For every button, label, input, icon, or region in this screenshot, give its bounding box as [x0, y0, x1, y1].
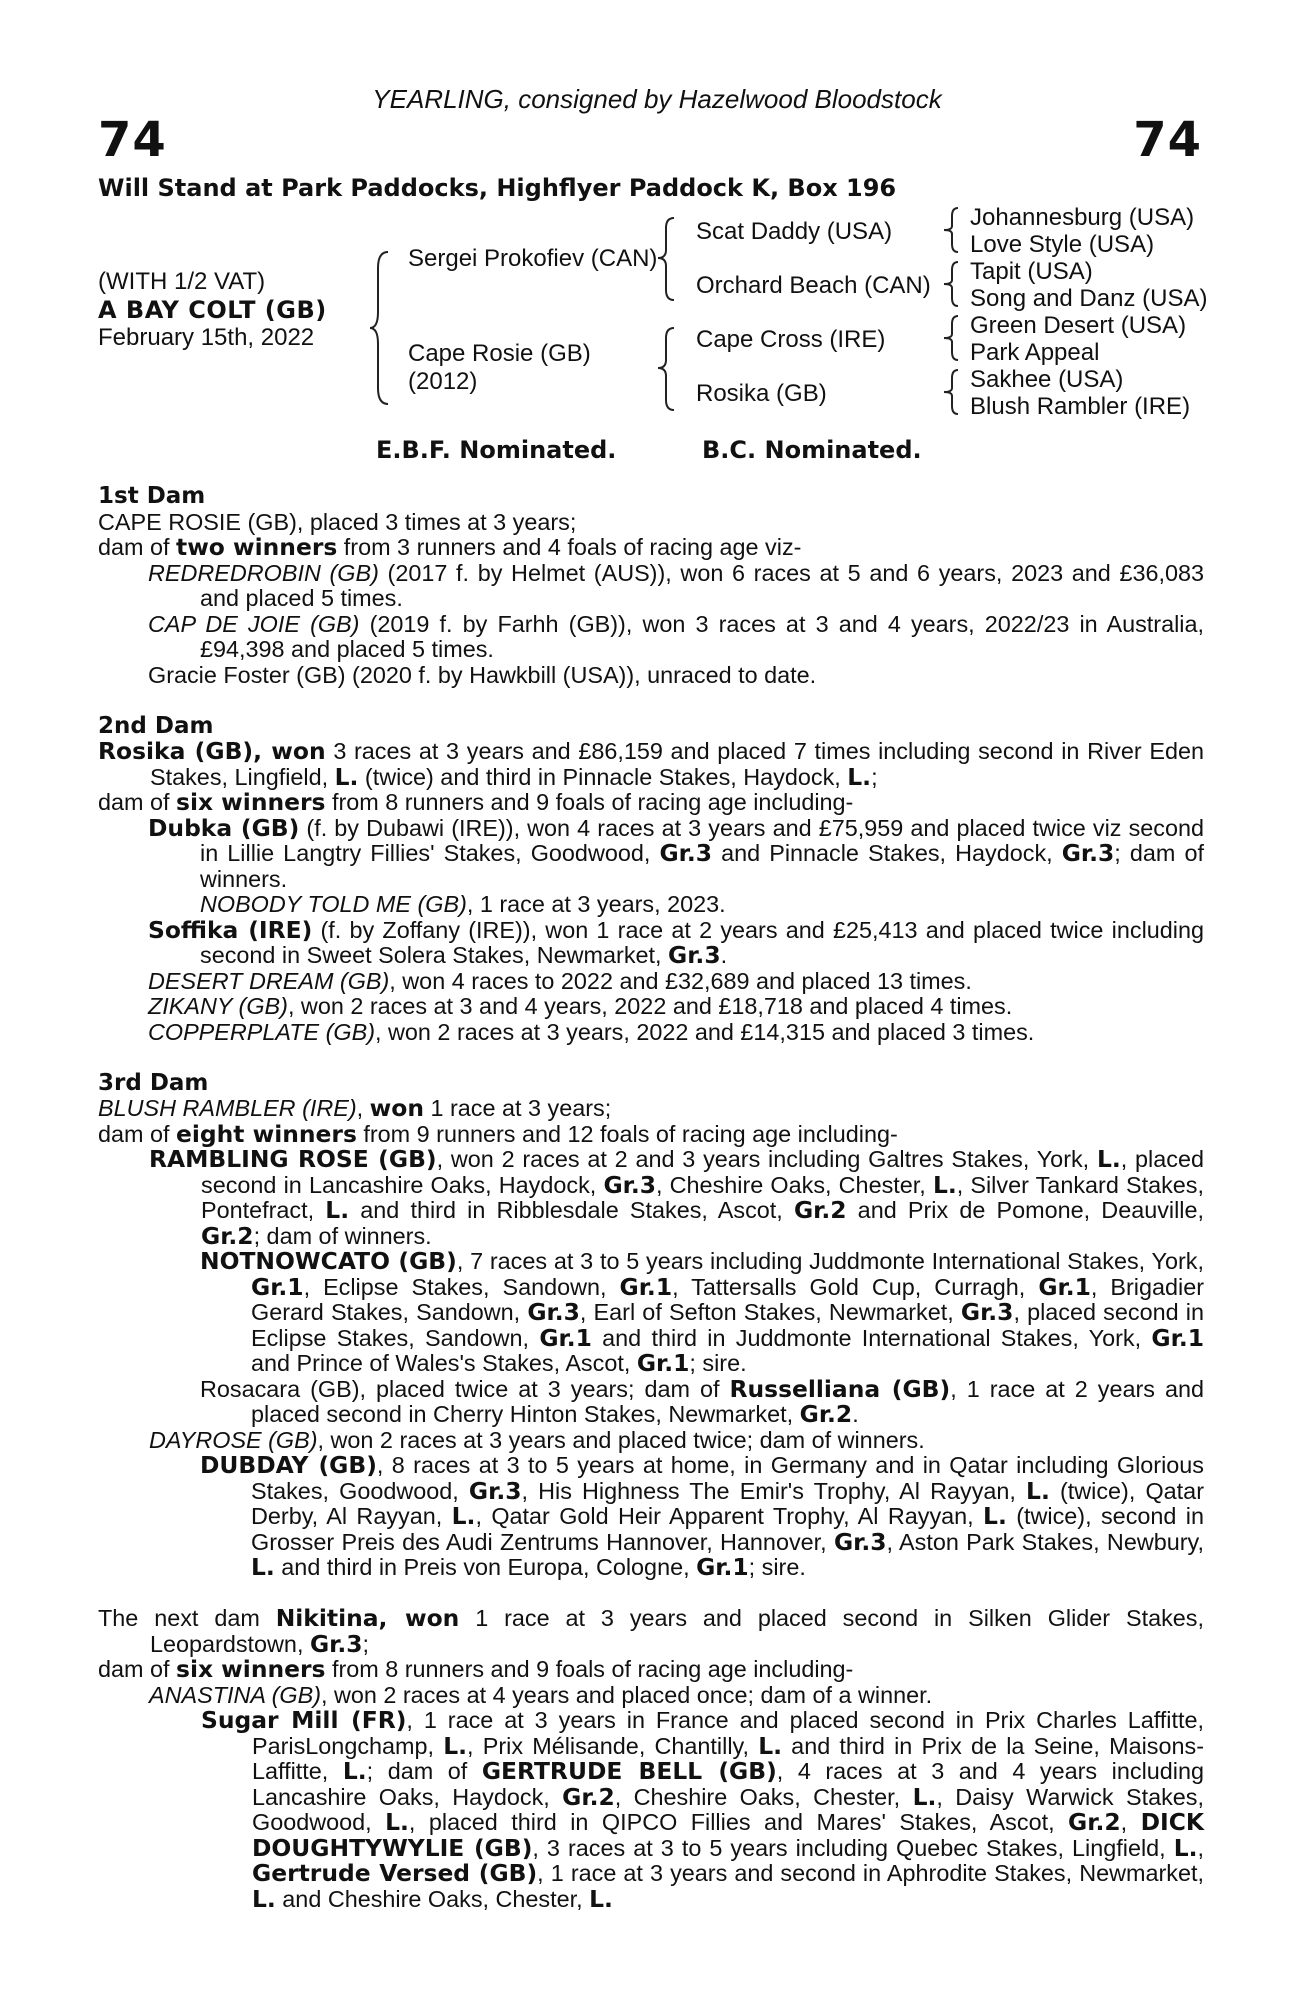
lot-number-left: 74: [98, 112, 167, 168]
g3-ancestor: Park Appeal: [970, 339, 1100, 366]
family-details: [98, 484, 1204, 1912]
second-dam-record: Rosika (GB), won 3 races at 3 years and £86,159 and placed 7 times including second in River Eden Stakes, Lingfield, L. (twice) and third in Pinnacle Stakes, Haydock, L.;: [98, 737, 1204, 791]
sire-sire: Scat Daddy (USA): [696, 218, 893, 245]
g3-ancestor: Blush Rambler (IRE): [970, 393, 1191, 420]
sire-dam: Orchard Beach (CAN): [696, 272, 931, 299]
pedigree-brace-dam: [656, 324, 678, 414]
lot-number-right: 74: [1133, 112, 1202, 168]
dam-dam: Rosika (GB): [696, 380, 827, 407]
produce-entry: NOBODY TOLD ME (GB), 1 race at 3 years, 2023.: [200, 891, 726, 917]
produce-entry: DAYROSE (GB), won 2 races at 3 years and placed twice; dam of winners.: [149, 1426, 925, 1453]
pedigree-brace-g3-3: [942, 312, 962, 364]
dam-year: (2012): [408, 368, 478, 395]
lot-name: A BAY COLT (GB): [98, 296, 327, 324]
dam-sire: Cape Cross (IRE): [696, 326, 886, 353]
pedigree-brace-g3-4: [942, 366, 962, 418]
produce-entry: COPPERPLATE (GB), won 2 races at 3 years, 2022 and £14,315 and placed 3 times.: [148, 1018, 1035, 1045]
first-dam-produce-summary: dam of two winners from 3 runners and 4 foals of racing age viz-: [98, 533, 802, 561]
catalogue-header: YEARLING, consigned by Hazelwood Bloodstock: [372, 84, 942, 114]
first-dam-heading: 1st Dam: [98, 483, 206, 509]
pedigree-brace-gen1: [368, 248, 392, 408]
pedigree-brace-g3-2: [942, 258, 962, 310]
produce-entry: Soffika (IRE) (f. by Zoffany (IRE)), won 1 race at 2 years and £25,413 and placed twice including second in Sweet Solera Stakes, Newmarket, Gr.3.: [148, 915, 1204, 969]
g3-ancestor: Sakhee (USA): [970, 366, 1124, 393]
g3-ancestor: Song and Danz (USA): [970, 285, 1208, 312]
produce-entry: DUBDAY (GB), 8 races at 3 to 5 years at home, in Germany and in Qatar including Glorious Stakes, Goodwood, Gr.3, His Highness The Emir's Trophy, Al Rayyan, L. (twice), Qatar Derby, Al Rayyan, L., Qatar Gold Heir Apparent Trophy, Al Rayyan, L. (twice), second in Grosser Preis des Audi Zentrums Hannover, Hannover, Gr.3, Aston Park Stakes, Newbury, L. and third in Preis von Europa, Cologne, Gr.1; sire.: [200, 1451, 1205, 1581]
produce-entry: Dubka (GB) (f. by Dubawi (IRE)), won 4 races at 3 years and £75,959 and placed twice viz second in Lillie Langtry Fillies' Stakes, Goodwood, Gr.3 and Pinnacle Stakes, Haydock, Gr.3; dam of winners.: [148, 813, 1205, 892]
first-dam-record: CAPE ROSIE (GB), placed 3 times at 3 years;: [98, 508, 577, 535]
produce-entry: RAMBLING ROSE (GB), won 2 races at 2 and 3 years including Galtres Stakes, York, L., placed second in Lancashire Oaks, Haydock, Gr.3, Cheshire Oaks, Chester, L., Silver Tankard Stakes, Pontefract, L. and third in Ribblesdale Stakes, Ascot, Gr.2 and Prix de Pomone, Deauville, Gr.2; dam of winners.: [149, 1145, 1205, 1250]
ebf-nominated: E.B.F. Nominated.: [376, 436, 617, 464]
produce-entry: Gracie Foster (GB) (2020 f. by Hawkbill (USA)), unraced to date.: [148, 661, 817, 688]
g3-ancestor: Tapit (USA): [970, 258, 1093, 285]
stand-location: Will Stand at Park Paddocks, Highflyer Paddock K, Box 196: [98, 174, 897, 202]
vat-note: (WITH 1/2 VAT): [98, 268, 266, 295]
foaling-date: February 15th, 2022: [98, 324, 315, 351]
next-dam-record: The next dam Nikitina, won 1 race at 3 years and placed second in Silken Glider Stakes, Leopardstown, Gr.3;: [98, 1604, 1204, 1658]
produce-entry: Sugar Mill (FR), 1 race at 3 years in France and placed second in Prix Charles Laffitte, ParisLongchamp, L., Prix Mélisande, Chantilly, L. and third in Prix de la Seine, Maisons-Laffitte, L.; dam of GERTRUDE BELL (GB), 4 races at 3 and 4 years including Lancashire Oaks, Haydock, Gr.2, Cheshire Oaks, Chester, L., Daisy Warwick Stakes, Goodwood, L., placed third in QIPCO Fillies and Mares' Stakes, Ascot, Gr.2, DICK DOUGHTYWYLIE (GB), 3 races at 3 to 5 years including Quebec Stakes, Lingfield, L., Gertrude Versed (GB), 1 race at 3 years and second in Aphrodite Stakes, Newmarket, L. and Cheshire Oaks, Chester, L.: [201, 1706, 1205, 1913]
g3-ancestor: Johannesburg (USA): [970, 204, 1195, 231]
bc-nominated: B.C. Nominated.: [702, 436, 922, 464]
third-dam-produce-summary: dam of eight winners from 9 runners and 12 foals of racing age including-: [98, 1119, 898, 1148]
next-dam-produce-summary: dam of six winners from 8 runners and 9 foals of racing age including-: [98, 1655, 854, 1683]
g3-ancestor: Green Desert (USA): [970, 312, 1187, 339]
produce-entry: DESERT DREAM (GB), won 4 races to 2022 and £32,689 and placed 13 times.: [148, 967, 972, 994]
produce-entry: NOTNOWCATO (GB), 7 races at 3 to 5 years including Juddmonte International Stakes, York, Gr.1, Eclipse Stakes, Sandown, Gr.1, Tattersalls Gold Cup, Curragh, Gr.1, Brigadier Gerard Stakes, Sandown, Gr.3, Earl of Sefton Stakes, Newmarket, Gr.3, placed second in Eclipse Stakes, Sandown, Gr.1 and third in Juddmonte International Stakes, York, Gr.1 and Prince of Wales's Stakes, Ascot, Gr.1; sire.: [200, 1247, 1204, 1377]
produce-entry: REDREDROBIN (GB) (2017 f. by Helmet (AUS)), won 6 races at 5 and 6 years, 2023 and £36,083 and placed 5 times.: [148, 559, 1204, 611]
second-dam-produce-summary: dam of six winners from 8 runners and 9 foals of racing age including-: [98, 788, 854, 816]
second-dam-heading: 2nd Dam: [98, 712, 214, 739]
produce-entry: Rosacara (GB), placed twice at 3 years; dam of Russelliana (GB), 1 race at 2 years and placed second in Cherry Hinton Stakes, Newmarket, Gr.2.: [200, 1374, 1204, 1428]
produce-entry: CAP DE JOIE (GB) (2019 f. by Farhh (GB)), won 3 races at 3 and 4 years, 2022/23 in Australia, £94,398 and placed 5 times.: [148, 610, 1204, 662]
g3-ancestor: Love Style (USA): [970, 231, 1155, 258]
produce-entry: ZIKANY (GB), won 2 races at 3 and 4 years, 2022 and £18,718 and placed 4 times.: [148, 993, 1013, 1019]
produce-entry: ANASTINA (GB), won 2 races at 4 years and placed once; dam of a winner.: [149, 1681, 933, 1708]
pedigree-brace-sire: [656, 214, 678, 304]
third-dam-record: BLUSH RAMBLER (IRE), won 1 race at 3 years;: [98, 1094, 612, 1122]
pedigree-brace-g3-1: [942, 204, 962, 256]
third-dam-heading: 3rd Dam: [98, 1069, 209, 1096]
dam-name: Cape Rosie (GB): [408, 340, 591, 367]
sire-name: Sergei Prokofiev (CAN): [408, 245, 658, 272]
